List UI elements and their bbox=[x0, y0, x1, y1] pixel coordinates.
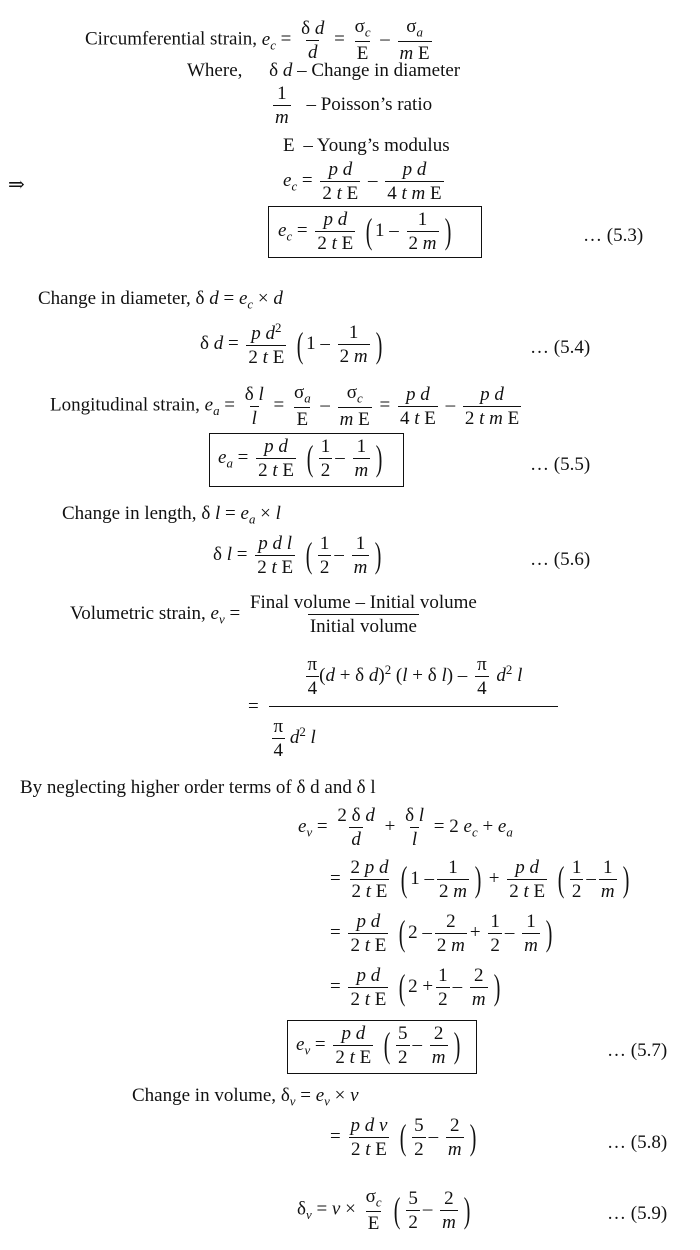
equation-5-4: δ d = $\frac{p d^2}{\text{2 t E}}$ ( 1 – $\frac{1}{2 m}$ ) bbox=[200, 320, 382, 369]
longitudinal-label: Longitudinal strain, bbox=[50, 394, 200, 416]
volumetric-strain-equation: Volumetric strain, $e_v$ = $\frac{\text{Final volume – Initial volume}}{\text{Initial volume}}$ bbox=[70, 592, 477, 637]
equation-number-5-3: … (5.3) bbox=[583, 225, 644, 246]
equation-5-9: $\delta_v = v$ × $\frac{\sigma_c}{E}$ ( $\frac{5}{2}$ – $\frac{2}{m}$ ) bbox=[297, 1186, 471, 1235]
volumetric-simplified: $e_v$ = $\frac{\text{2 δ d}}{d}$ + $\frac{\text{δ l}}{l}$ = 2 $e_c + e_a$ bbox=[298, 805, 513, 850]
youngs-line: E – Young’s modulus bbox=[283, 135, 450, 156]
diameter-definition: Change in diameter bbox=[311, 60, 461, 81]
where-label: Where, bbox=[187, 60, 243, 81]
volumetric-label: Volumetric strain, bbox=[70, 602, 206, 624]
final-minus-initial: Final volume – Initial volume bbox=[249, 592, 477, 613]
equation-number-5-8: … (5.8) bbox=[607, 1132, 668, 1153]
volumetric-step-1: = $\frac{\text{2 p d}}{\text{2 t E}}$ ( 1 – $\frac{1}{2 m}$ ) + $\frac{\text{p d}}{\text{2 t E}}$ ( $\frac{1}{2}$ – $\frac{1}{m}$ ) bbox=[330, 857, 629, 902]
equation-5-8: = $\frac{\text{p d v}}{\text{2 t E}}$ ( $\frac{5}{2}$ – $\frac{2}{m}$ ) bbox=[330, 1115, 476, 1160]
implies-arrow: ⇒ bbox=[8, 174, 25, 196]
equation-5-5: $e_a$ = $\frac{\text{p d}}{\text{2 t E}}$ ( $\frac{1}{2}$ – $\frac{1}{m}$ ) bbox=[218, 436, 383, 481]
circumferential-strain-equation: Circumferential strain, $e_c$ = $\frac{\text{δ d}}{d}$ = $\frac{\sigma_c}{E}$ – $\frac{\sigma_a}{\text{m E}}$ bbox=[85, 16, 430, 65]
change-in-length-line: Change in length, δ $l = e_a \times l$ bbox=[62, 503, 281, 527]
equation-5-7: $e_v$ = $\frac{\text{p d}}{\text{2 t E}}$ ( $\frac{5}{2}$ – $\frac{2}{m}$ ) bbox=[296, 1023, 460, 1068]
change-in-diameter-label: Change in diameter, bbox=[38, 288, 191, 309]
equation-5-6: δ l = $\frac{\text{p d l}}{\text{2 t E}}$ ( $\frac{1}{2}$ – $\frac{1}{m}$ ) bbox=[213, 533, 382, 578]
neglecting-text: By neglecting higher order terms of δ d and δ l bbox=[20, 777, 376, 798]
strain-substitution: $e_c$ = $\frac{\text{p d}}{\text{2 t E}}$ – $\frac{\text{p d}}{\text{4 t m E}}$ bbox=[283, 159, 442, 204]
equation-number-5-6: … (5.6) bbox=[530, 549, 591, 570]
change-in-diameter-line: Change in diameter, δ $d = e_c \times d$ bbox=[38, 288, 283, 312]
initial-volume: Initial volume bbox=[309, 616, 417, 637]
equation-5-3: $e_c$ = $\frac{\text{p d}}{\text{2 t E}}$ ( 1 – $\frac{1}{2 m}$ ) bbox=[278, 209, 451, 254]
volumetric-step-3: = $\frac{\text{p d}}{\text{2 t E}}$ ( 2 + $\frac{1}{2}$ – $\frac{2}{m}$ ) bbox=[330, 965, 500, 1010]
volume-expansion-equation: = $\frac{\pi}{4}$ (d + δ d)$^2$ (l + δ l) – $\frac{\pi}{4}$ $d^2$ l $\frac{\pi}{4}$ $d^2$ l bbox=[248, 655, 561, 760]
change-in-volume-label: Change in volume, bbox=[132, 1085, 277, 1106]
where-line: Where, δ d – Change in diameter bbox=[187, 60, 461, 81]
equation-number-5-9: … (5.9) bbox=[607, 1203, 668, 1224]
longitudinal-strain-equation: Longitudinal strain, $e_a$ = $\frac{\text{δ l}}{l}$ = $\frac{\sigma_a}{E}$ – $\frac{\sigma_c}{\text{m E}}$ = $\frac{\text{p d}}{\text{4 t E}}$ – $\frac{\text{p d}}{\text{2 t m E}}$ bbox=[50, 382, 520, 431]
equation-number-5-7: … (5.7) bbox=[607, 1040, 668, 1061]
equation-number-5-4: … (5.4) bbox=[530, 337, 591, 358]
poisson-definition: Poisson’s ratio bbox=[320, 93, 433, 115]
volumetric-step-2: = $\frac{\text{p d}}{\text{2 t E}}$ ( 2 – $\frac{2}{2 m}$ + $\frac{1}{2}$ – $\frac{1}{m}$ ) bbox=[330, 911, 553, 956]
change-in-length-label: Change in length, bbox=[62, 503, 197, 524]
change-in-volume-line: Change in volume, $\delta_v = e_v \times v$ bbox=[132, 1085, 359, 1109]
youngs-definition: Young’s modulus bbox=[316, 135, 450, 156]
equation-number-5-5: … (5.5) bbox=[530, 454, 591, 475]
poisson-line: $\frac{1}{m}$ – Poisson’s ratio bbox=[275, 83, 433, 128]
circumferential-label: Circumferential strain, bbox=[85, 28, 257, 50]
